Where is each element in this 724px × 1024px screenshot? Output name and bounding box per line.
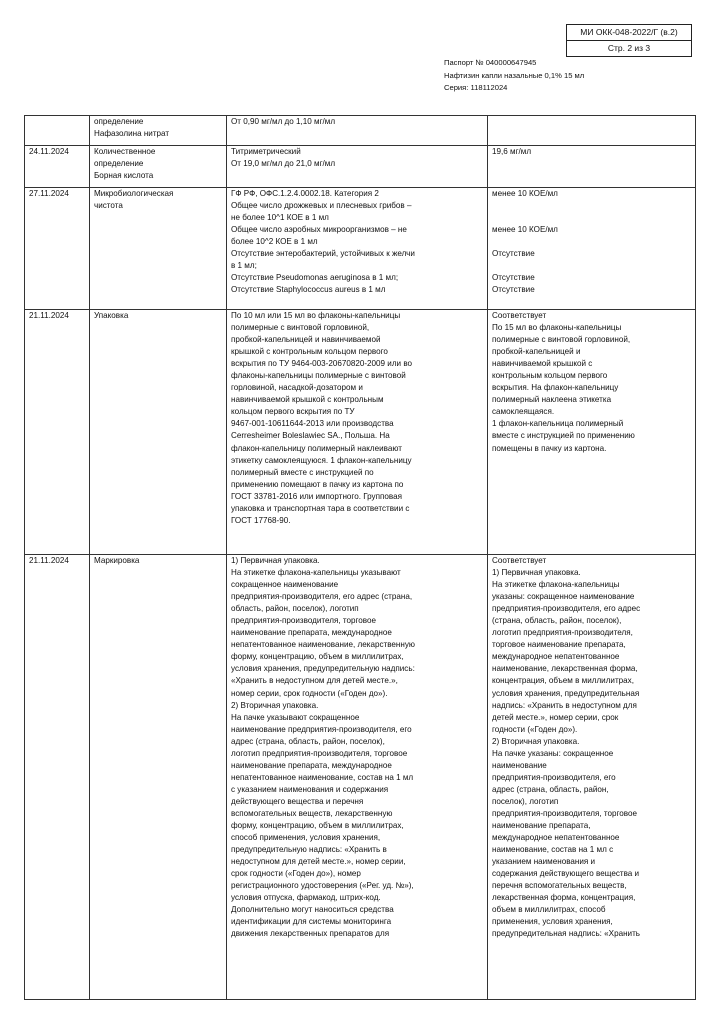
norm-line: ГОСТ 33781-2016 или импортного. Групповая	[231, 491, 402, 501]
norm-line: номер серии, срок годности («Годен до»).	[231, 688, 388, 698]
indicator-line: Микробиологическая	[94, 189, 174, 198]
norm-line: не более 10^1 КОЕ в 1 мл	[231, 213, 329, 223]
norm-line: Общее число аэробных микроорганизмов – не	[231, 225, 407, 235]
norm-line: Отсутствие Staphylococcus aureus в 1 мл	[231, 285, 386, 295]
result-line: применения, условия хранения,	[492, 917, 613, 927]
norm-line: флакон-капельницу полимерный наклеивают	[231, 443, 402, 453]
result-line: 1 флакон-капельница полимерный	[492, 419, 624, 429]
indicator-line: Борная кислота	[94, 171, 154, 181]
result-line: пробкой-капельницей и	[492, 347, 581, 357]
norm-line: ГФ РФ, ОФС.1.2.4.0002.18. Категория 2	[231, 189, 379, 198]
norm-line: Общее число дрожжевых и плесневых грибов –	[231, 201, 412, 211]
table-row	[25, 555, 696, 1000]
indicator-line: Маркировка	[94, 556, 140, 565]
cell-indicator	[90, 146, 227, 188]
cell-norm	[227, 555, 488, 1000]
result-line: По 15 мл во флаконы-капельницы	[492, 323, 622, 333]
norm-line: область, район, поселок), логотип	[231, 604, 359, 614]
norm-line: условия отпуска, фармакод, штрих-код.	[231, 893, 381, 903]
result-line: логотип предприятия-производителя,	[492, 628, 633, 638]
norm-line: пробкой-капельницей и навинчиваемой	[231, 335, 381, 345]
result-line: предупредительная надпись: «Хранить	[492, 929, 640, 939]
norm-line: упаковка и транспортная тара в соответствии с	[231, 503, 410, 513]
result-line	[492, 212, 691, 224]
passport-number: Паспорт № 040000647945	[444, 58, 537, 67]
norm-line: горловиной, насадкой-дозатором и	[231, 383, 363, 393]
cell-result	[488, 188, 696, 310]
result-line: помещены в пачку из картона.	[492, 443, 607, 453]
norm-line: На пачке указывают сокращенное	[231, 712, 360, 722]
result-line: Отсутствие	[492, 273, 535, 283]
norm-line: вскрытия по ТУ 9464-003-20670820-2009 или во	[231, 359, 413, 369]
cell-indicator	[90, 188, 227, 310]
result-line: На этикетке флакона-капельницы	[492, 580, 620, 590]
cell-date	[25, 310, 90, 555]
norm-line: Отсутствие Pseudomonas aeruginosa в 1 мл;	[231, 273, 399, 283]
norm-line: навинчиваемой крышкой с контрольным	[231, 395, 384, 405]
cell-result	[488, 116, 696, 146]
norm-line: От 0,90 мг/мл до 1,10 мг/мл	[231, 117, 336, 126]
result-line: полимерный наклеена этикетка	[492, 395, 612, 405]
result-line: 19,6 мг/мл	[492, 147, 532, 156]
norm-line: 2) Вторичная упаковка.	[231, 700, 319, 710]
result-line: навинчиваемой крышкой с	[492, 359, 593, 369]
norm-line: наименование препарата, международное	[231, 760, 392, 770]
result-line: поселок), логотип	[492, 796, 559, 806]
result-line: содержания действующего вещества и	[492, 869, 640, 879]
result-line: адрес (страна, область, район,	[492, 784, 609, 794]
result-line: Отсутствие	[492, 285, 535, 295]
norm-line: предприятия-производителя, торговое	[231, 616, 376, 626]
table-row	[25, 310, 696, 555]
norm-line: способ применения, условия хранения,	[231, 833, 381, 843]
norm-line: наименование препарата, международное	[231, 628, 392, 638]
norm-line: форму, концентрацию, объем в миллилитрах,	[231, 652, 404, 662]
norm-line: От 19,0 мг/мл до 21,0 мг/мл	[231, 159, 336, 169]
norm-line: действующего вещества и перечня	[231, 796, 364, 806]
norm-line: «Хранить в недоступном для детей месте.»,	[231, 676, 398, 686]
norm-line: 1) Первичная упаковка.	[231, 556, 320, 565]
table-row	[25, 188, 696, 310]
result-line: годности («Годен до»).	[492, 724, 578, 734]
result-line: наименование	[492, 760, 547, 770]
result-line: торговое наименование препарата,	[492, 640, 626, 650]
result-line: наименование, состав на 1 мл с	[492, 845, 614, 855]
result-line: полимерные с винтовой горловиной,	[492, 335, 631, 345]
norm-line: По 10 мл или 15 мл во флаконы-капельницы	[231, 311, 401, 320]
result-line: менее 10 КОЕ/мл	[492, 225, 558, 235]
norm-line: движения лекарственных препаратов для	[231, 929, 390, 939]
table-row	[25, 146, 696, 188]
document-code-box	[566, 24, 692, 57]
result-line	[492, 116, 691, 128]
result-line	[492, 200, 691, 212]
indicator-line: Упаковка	[94, 311, 129, 320]
norm-line: срок годности («Годен до»), номер	[231, 869, 361, 879]
cell-result	[488, 310, 696, 555]
cell-norm	[227, 310, 488, 555]
result-line: Соответствует	[492, 311, 547, 320]
result-line: концентрация, объем в миллилитрах,	[492, 676, 634, 686]
norm-line: Титриметрический	[231, 147, 301, 156]
result-line: 2) Вторичная упаковка.	[492, 736, 580, 746]
cell-date	[25, 188, 90, 310]
product-name: Нафтизин капли назальные 0,1% 15 мл	[444, 70, 585, 80]
result-line: предприятия-производителя, его адрес	[492, 604, 641, 614]
indicator-line: Количественное	[94, 147, 156, 156]
norm-line: с указанием наименования и содержания	[231, 784, 389, 794]
result-line: самоклеящаяся.	[492, 407, 555, 417]
norm-line: непатентованное наименование, лекарственную	[231, 640, 415, 650]
cell-date	[25, 146, 90, 188]
cell-norm	[227, 188, 488, 310]
cell-indicator	[90, 310, 227, 555]
norm-line: ГОСТ 17768-90.	[231, 515, 291, 525]
page-number: Стр. 2 из 3	[567, 40, 691, 56]
result-line: Отсутствие	[492, 249, 535, 259]
norm-line: непатентованное наименование, состав на 1 мл	[231, 772, 414, 782]
norm-line: логотип предприятия-производителя, торговое	[231, 748, 408, 758]
result-line: вместе с инструкцией по применению	[492, 431, 635, 441]
norm-line: сокращенное наименование	[231, 580, 339, 590]
result-line: наименование, лекарственная форма,	[492, 664, 638, 674]
result-line: контрольным кольцом первого	[492, 371, 608, 381]
indicator-line: определение	[94, 159, 144, 169]
norm-line: Дополнительно могут наноситься средства	[231, 905, 394, 915]
result-line: перечня вспомогательных веществ,	[492, 881, 627, 891]
table-row	[25, 116, 696, 146]
cell-date	[25, 555, 90, 1000]
quality-control-table	[24, 115, 696, 1000]
indicator-line: Нафазолина нитрат	[94, 129, 170, 139]
result-line: лекарственная форма, концентрация,	[492, 893, 636, 903]
norm-line: кольцом первого вскрытия по ТУ	[231, 407, 355, 417]
cell-result	[488, 146, 696, 188]
norm-line: форму, концентрацию, объем в миллилитрах,	[231, 821, 404, 831]
result-line: международное непатентованное	[492, 833, 620, 843]
cell-norm	[227, 116, 488, 146]
norm-line: полимерные с винтовой горловиной,	[231, 323, 370, 333]
norm-line: предприятия-производителя, его адрес (страна,	[231, 592, 413, 602]
norm-line: Cerresheimer Boleslawiec SA., Польша. На	[231, 431, 390, 441]
result-line: международное непатентованное	[492, 652, 620, 662]
norm-line: наименование предприятия-производителя, его	[231, 724, 412, 734]
norm-line: 9467-001-10611644-2013 или производства	[231, 419, 394, 429]
norm-line: более 10^2 КОЕ в 1 мл	[231, 237, 318, 247]
result-line	[492, 236, 691, 248]
result-line: На пачке указаны: сокращенное	[492, 748, 614, 758]
norm-line: в 1 мл;	[231, 261, 257, 271]
cell-indicator	[90, 116, 227, 146]
norm-line: регистрационного удостоверения («Рег. уд. №»),	[231, 881, 414, 891]
result-line: надпись: «Хранить в недоступном для	[492, 700, 637, 710]
norm-line: недоступном для детей месте.», номер серии,	[231, 857, 406, 867]
norm-line: вспомогательных веществ, лекарственную	[231, 808, 393, 818]
result-line: условия хранения, предупредительная	[492, 688, 640, 698]
result-line	[492, 260, 691, 272]
result-line: указанием наименования и	[492, 857, 596, 867]
norm-line: идентификации для системы мониторинга	[231, 917, 392, 927]
result-line: детей месте.», номер серии, срок	[492, 712, 619, 722]
series-number: Серия: 118112024	[444, 83, 508, 92]
cell-result	[488, 555, 696, 1000]
cell-date	[25, 116, 90, 146]
norm-line: крышкой с контрольным кольцом первого	[231, 347, 388, 357]
norm-line: Отсутствие энтеробактерий, устойчивых к желчи	[231, 249, 415, 259]
result-line: объем в миллилитрах, способ	[492, 905, 606, 915]
norm-line: предупредительную надпись: «Хранить в	[231, 845, 387, 855]
result-line: указаны: сокращенное наименование	[492, 592, 635, 602]
norm-line: этикетку самоклеящуюся. 1 флакон-капельницу	[231, 455, 412, 465]
norm-line: адрес (страна, область, район, поселок),	[231, 736, 385, 746]
cell-indicator	[90, 555, 227, 1000]
result-line: вскрытия. На флакон-капельницу	[492, 383, 619, 393]
cell-norm	[227, 146, 488, 188]
result-line: 1) Первичная упаковка.	[492, 568, 581, 578]
document-code: МИ ОКК-048-2022/Г (в.2)	[580, 27, 678, 37]
date-text: 21.11.2024	[29, 311, 69, 320]
result-line: (страна, область, район, поселок),	[492, 616, 622, 626]
indicator-line: чистота	[94, 201, 123, 211]
norm-line: условия хранения, предупредительную надпись:	[231, 664, 415, 674]
result-line: Соответствует	[492, 556, 547, 565]
result-line: наименование препарата,	[492, 821, 591, 831]
norm-line: На этикетке флакона-капельницы указывают	[231, 568, 401, 578]
indicator-line: определение	[94, 117, 144, 126]
result-line: менее 10 КОЕ/мл	[492, 189, 558, 198]
result-line: предприятия-производителя, торговое	[492, 808, 637, 818]
passport-info	[444, 57, 584, 95]
date-text: 21.11.2024	[29, 556, 69, 565]
norm-line: полимерный вместе с инструкцией по	[231, 467, 374, 477]
date-text: 27.11.2024	[29, 189, 69, 198]
norm-line: флаконы-капельницы полимерные с винтовой	[231, 371, 406, 381]
norm-line: применению помещают в пачку из картона по	[231, 479, 404, 489]
result-line: предприятия-производителя, его	[492, 772, 616, 782]
date-text: 24.11.2024	[29, 147, 69, 156]
